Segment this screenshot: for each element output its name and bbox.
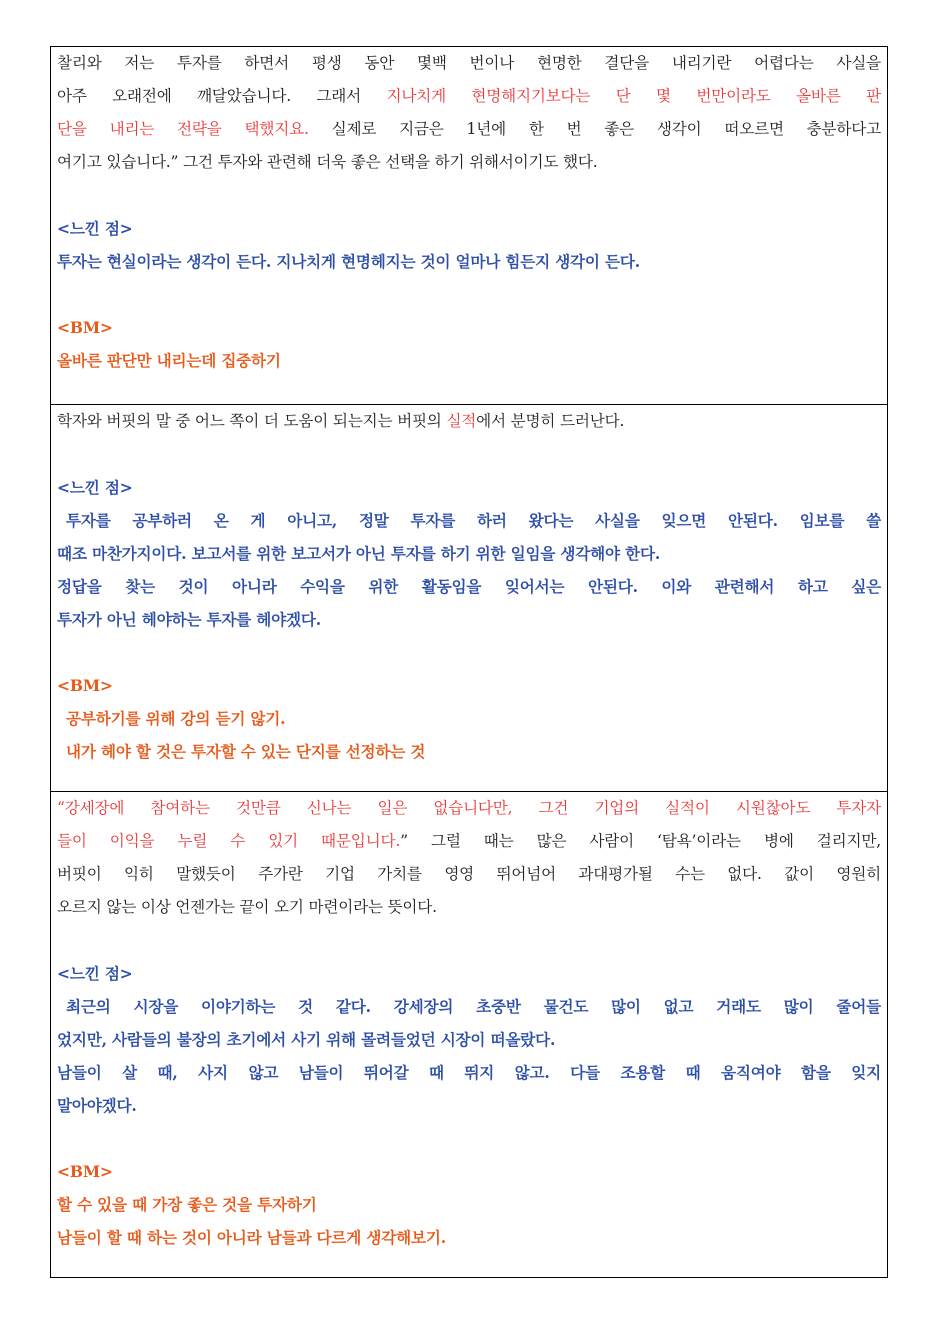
feeling-line: 남들이 살 때, 사지 않고 남들이 뛰어갈 때 뛰지 않고. 다들 조용할 때 움직여야 함을 잊지 [57,1063,881,1082]
feeling-heading: <느낀 점> [57,478,133,497]
highlight-text: 실적 [446,412,477,430]
quote-line: 찰리와 저는 투자를 하면서 평생 동안 몇백 번이나 현명한 결단을 내리기란 어렵다는 사실을 [57,54,881,72]
feeling-line: 었지만, 사람들의 불장의 초기에서 사기 위해 몰려들었던 시장이 떠올랐다. [57,1030,556,1049]
feeling-line: 말아야겠다. [57,1096,137,1115]
feeling-line: 투자를 공부하러 온 게 아니고, 정말 투자를 하러 왔다는 사실을 잊으면 안된다. 임보를 쓸 [66,511,881,530]
note-cell-3 [51,791,887,1277]
quote-line: 버핏이 익히 말했듯이 주가란 기업 가치를 영영 뛰어넘어 과대평가될 수는 없다. 값이 영원히 [57,865,881,883]
feeling-line: 최근의 시장을 이야기하는 것 같다. 강세장의 초중반 물건도 많이 없고 거래도 많이 줄어들 [66,997,881,1016]
bm-line: 공부하기를 위해 강의 듣기 않기. [66,709,286,728]
highlight-text: “강세장에 참여하는 것만큼 신나는 일은 없습니다만, 그건 기업의 실적이 시원찮아도 투자자 [57,799,881,817]
quote-line: 아주 오래전에 깨달았습니다. 그래서 지나치게 현명해지기보다는 단 몇 번만이라도 올바른 판 [57,87,881,105]
quote-line [57,792,881,825]
quote-line: 여기고 있습니다.” 그건 투자와 관련해 더욱 좋은 선택을 하기 위해서이기도 했다. [57,153,598,171]
bm-heading: <BM> [57,676,113,695]
bm-line: 남들이 할 때 하는 것이 아니라 남들과 다르게 생각해보기. [57,1228,446,1247]
bm-line: 내가 헤야 할 것은 투자할 수 있는 단지를 선정하는 것 [66,742,426,761]
bm-heading: <BM> [57,318,113,337]
feeling-line: 정답을 찾는 것이 아니라 수익을 위한 활동임을 잊어서는 안된다. 이와 관련해서 하고 싶은 [57,577,881,596]
note-cell-2 [51,404,887,791]
bm-line: 올바른 판단만 내리는데 집중하기 [57,351,281,370]
quote-line: 학자와 버핏의 말 중 어느 쪽이 더 도움이 되는지는 버핏의 실적에서 분명히 드러난다. [57,412,625,430]
feeling-heading: <느낀 점> [57,964,133,983]
quote-line: 들이 이익을 누릴 수 있기 때문입니다.” 그럴 때는 많은 사람이 ‘탐욕’이라는 병에 걸리지만, [57,832,881,850]
note-cell-1 [51,47,887,404]
feeling-heading: <느낀 점> [57,219,133,238]
highlight-text: 단을 내리는 전략을 택했지요. [57,120,309,138]
quote-line: 오르지 않는 이상 언젠가는 끝이 오기 마련이라는 뜻이다. [57,898,437,916]
feeling-line: 투자가 아닌 헤야하는 투자를 헤야겠다. [57,610,321,629]
highlight-text: 들이 이익을 누릴 수 있기 때문입니다. [57,832,401,850]
highlight-text: 지나치게 현명해지기보다는 단 몇 번만이라도 올바른 판 [386,87,881,105]
quote-line: 단을 내리는 전략을 택했지요. 실제로 지금은 1년에 한 번 좋은 생각이 떠오르면 충분하다고 [57,120,881,138]
feeling-line: 때조 마찬가지이다. 보고서를 위한 보고서가 아닌 투자를 하기 위한 일임을 생각해야 한다. [57,544,661,563]
bm-line: 할 수 있을 때 가장 좋은 것을 투자하기 [57,1195,317,1214]
feeling-line: 투자는 현실이라는 생각이 든다. 지나치게 현명헤지는 것이 얼마나 힘든지 생각이 든다. [57,252,640,271]
bm-heading: <BM> [57,1162,113,1181]
notes-table [50,46,888,1278]
